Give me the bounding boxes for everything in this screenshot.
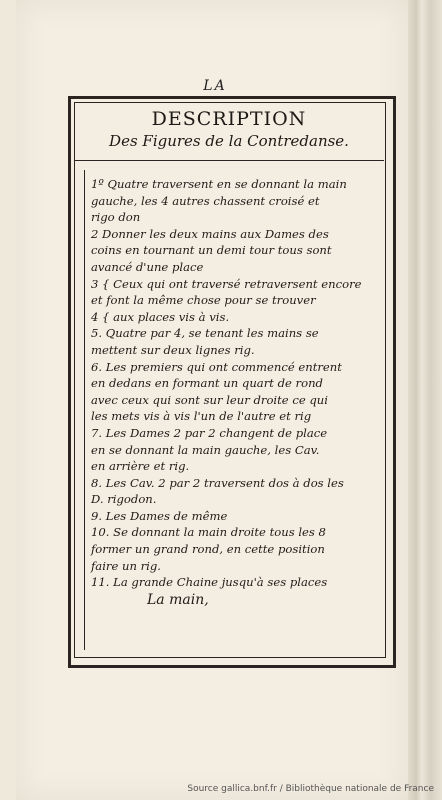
text-line: 7. Les Dames 2 par 2 changent de place bbox=[91, 425, 328, 440]
page-header: LA bbox=[203, 78, 227, 94]
source-credit: Source gallica.bnf.fr / Bibliothèque nationale de France bbox=[187, 784, 434, 794]
text-line: former un grand rond, en cette position bbox=[91, 542, 325, 557]
text-line: 10. Se donnant la main droite tous les 8 bbox=[91, 525, 326, 540]
text-line: 1º Quatre traversent en se donnant la main bbox=[91, 177, 347, 191]
text-line: 8. Les Cav. 2 par 2 traversent dos à dos les bbox=[91, 475, 344, 490]
page-title: DESCRIPTION bbox=[151, 108, 307, 130]
text-line: faire un rig. bbox=[91, 558, 161, 573]
text-line: coins en tournant un demi tour tous sont bbox=[91, 243, 332, 258]
text-line: avancé d'une place bbox=[91, 259, 204, 274]
text-line: gauche, les 4 autres chassent croisé et bbox=[91, 193, 320, 208]
text-line: en se donnant la main gauche, les Cav. bbox=[91, 442, 320, 457]
text-line: 2 Donner les deux mains aux Dames des bbox=[91, 226, 329, 241]
text-line: rigo don bbox=[91, 210, 141, 225]
text-line: 5. Quatre par 4, se tenant les mains se bbox=[91, 326, 319, 341]
text-line: D. rigodon. bbox=[91, 492, 157, 507]
text-line: en dedans en formant un quart de rond bbox=[91, 376, 323, 391]
text-line: en arrière et rig. bbox=[91, 459, 190, 474]
page-subtitle: Des Figures de la Contredanse. bbox=[109, 132, 349, 150]
text-line: 6. Les premiers qui ont commencé entrent bbox=[91, 359, 342, 374]
text-line: et font la même chose pour se trouver bbox=[91, 293, 316, 308]
figures-text bbox=[91, 176, 385, 609]
text-line: les mets vis à vis l'un de l'autre et rig bbox=[91, 409, 312, 424]
page-edge bbox=[408, 0, 442, 800]
text-line: La main, bbox=[147, 591, 209, 608]
text-line: 4 { aux places vis à vis. bbox=[91, 309, 230, 324]
text-line: avec ceux qui sont sur leur droite ce qui bbox=[91, 392, 328, 407]
text-line: mettent sur deux lignes rig. bbox=[91, 342, 255, 357]
text-line: 3 { Ceux qui ont traversé retraversent encore bbox=[91, 276, 362, 291]
text-line: 11. La grande Chaine jusqu'à ses places bbox=[91, 575, 328, 590]
text-line: 9. Les Dames de même bbox=[91, 508, 228, 523]
title-box bbox=[74, 102, 384, 161]
figures-list bbox=[84, 170, 385, 650]
